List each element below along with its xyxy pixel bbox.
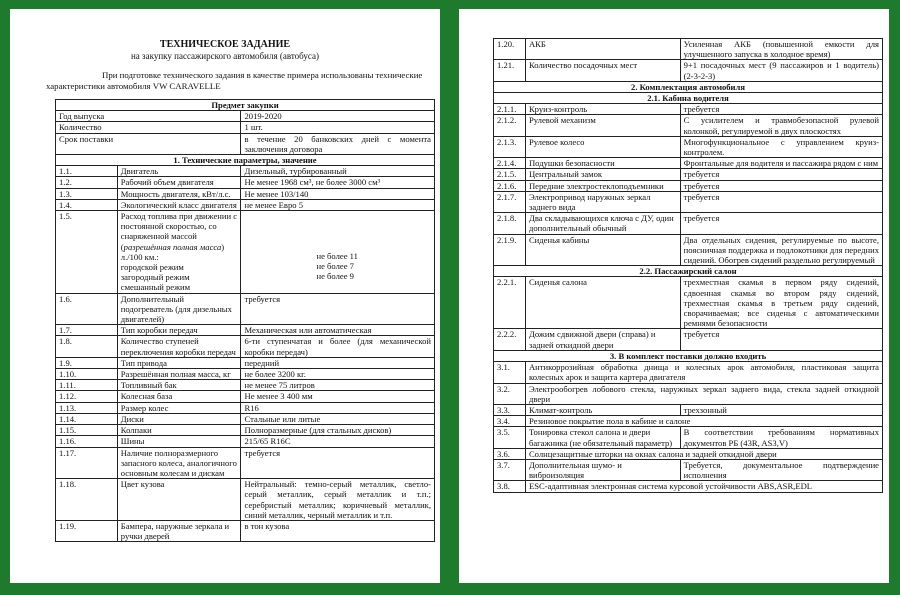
row-number: 3.4. (494, 416, 526, 427)
row-value: С усилителем и травмобезопасной рулевой колонкой, регулируемой в двух плоскостях (680, 115, 882, 136)
table-row (494, 277, 883, 329)
fuel-mode: смешанный режим (120, 282, 191, 293)
table-row (494, 104, 883, 115)
row-label: Бампера, наружные зеркала и ручки дверей (117, 520, 241, 541)
row-number: 3.7. (494, 459, 526, 480)
row-label: Подушки безопасности (525, 158, 680, 169)
table-row (56, 425, 435, 436)
intro-line-2: характеристики автомобиля VW CARAVELLE (46, 80, 221, 91)
table-row (494, 213, 883, 234)
row-value: Не менее 103/140 (241, 188, 435, 199)
row-number: 2.1.2. (494, 115, 526, 136)
row-text: Электрообогрев лобового стекла, наружных зеркал заднего вида, стекла задней откидной двери (525, 383, 882, 404)
section-2-2-header (494, 266, 883, 277)
table-row (56, 447, 435, 479)
row-label: Количество ступеней переключения коробки передач (117, 336, 241, 357)
row-value: Требуется, документальное подтверждение исполнения (680, 459, 882, 480)
row-number: 1.8. (56, 336, 118, 357)
row-label: Сиденья салона (525, 277, 680, 329)
row-label: Центральный замок (525, 169, 680, 180)
row-label: Тип коробки передач (117, 325, 241, 336)
table-row (56, 380, 435, 391)
row-value: требуется (680, 329, 882, 350)
table-row (494, 404, 883, 415)
row-value: Не менее 1968 см³, не более 3000 см³ (241, 177, 435, 188)
row-number: 1.18. (56, 479, 118, 521)
section-1-header (56, 155, 435, 166)
row-label: Колесная база (117, 391, 241, 402)
table-row (56, 391, 435, 402)
table-row (56, 122, 435, 133)
section-3-header (494, 350, 883, 361)
row-value: не менее 75 литров (241, 380, 435, 391)
doc-title: ТЕХНИЧЕСКОЕ ЗАДАНИЕ (159, 39, 291, 50)
section-heading: 3. В комплект поставки должно входить (494, 350, 883, 361)
row-label: Рулевой механизм (525, 115, 680, 136)
row-number: 2.1.5. (494, 169, 526, 180)
row-value: 9+1 посадочных мест (9 пассажиров и 1 водитель) (2-3-2-3) (680, 60, 882, 81)
table-row (56, 336, 435, 357)
row-number: 2.1.1. (494, 104, 526, 115)
row-label: Круиз-контроль (525, 104, 680, 115)
row-value: требуется (680, 169, 882, 180)
intro-paragraph (46, 70, 434, 91)
row-text: Антикоррозийная обработка днища и колесных арок автомобиля, пластиковая защита колесных арок и защита картера двигателя (525, 362, 882, 383)
row-label: Количество (56, 122, 241, 133)
section-heading: 2.1. Кабина водителя (494, 93, 883, 104)
row-number: 1.14. (56, 413, 118, 424)
row-label: Размер колес (117, 402, 241, 413)
row-value: В соответствии требованиям нормативных документов РБ (43R, AS3,V) (680, 427, 882, 448)
row-value: не более 3200 кг. (241, 369, 435, 380)
table-row (494, 427, 883, 448)
row-value: Усиленная АКБ (повышенной емкости для улучшенного запуска в холодное время) (680, 39, 882, 60)
table-row (56, 436, 435, 447)
row-number: 1.7. (56, 325, 118, 336)
row-value: требуется (680, 191, 882, 212)
section-heading: 2. Комплектация автомобиля (494, 81, 883, 92)
row-value: 1 шт. (241, 122, 435, 133)
row-label: Топливный бак (117, 380, 241, 391)
row-value: R16 (241, 402, 435, 413)
row-label: Сиденья кабины (525, 234, 680, 266)
fuel-row (56, 211, 435, 294)
row-number: 2.1.9. (494, 234, 526, 266)
row-label: Дополнительный подогреватель (для дизельных двигателей) (117, 293, 241, 325)
fuel-label (117, 211, 241, 294)
subject-header (56, 100, 435, 111)
table-row (56, 199, 435, 210)
fuel-mode-value: не более 11 (316, 251, 358, 262)
table-row (494, 362, 883, 383)
row-value: Дизельный, турбированный (241, 166, 435, 177)
table-row (494, 115, 883, 136)
table-row (56, 520, 435, 541)
row-number: 1.6. (56, 293, 118, 325)
table-row (494, 459, 883, 480)
table-row (494, 60, 883, 81)
row-label: Цвет кузова (117, 479, 241, 521)
section-2-1-header (494, 93, 883, 104)
row-label: Два складывающихся ключа с ДУ, один дополнительный обычный (525, 213, 680, 234)
fuel-mode: загородный режим (120, 272, 190, 283)
row-value: 2019-2020 (241, 111, 435, 122)
table-row (494, 416, 883, 427)
table-row (494, 234, 883, 266)
table-row (56, 402, 435, 413)
fuel-mode-value: не более 7 (316, 261, 354, 272)
row-label: Рабочий объем двигателя (117, 177, 241, 188)
fuel-mode: городской режим (120, 262, 184, 273)
row-number: 1.16. (56, 436, 118, 447)
row-value: передний (241, 357, 435, 368)
row-value: Полноразмерные (для стальных дисков) (241, 425, 435, 436)
row-label: Мощность двигателя, кВт/л.с. (117, 188, 241, 199)
row-number: 2.1.3. (494, 136, 526, 157)
row-value: требуется (680, 104, 882, 115)
row-number: 3.5. (494, 427, 526, 448)
row-number: 1.2. (56, 177, 118, 188)
fuel-values (241, 211, 435, 294)
table-row (494, 180, 883, 191)
row-number: 1.21. (494, 60, 526, 81)
section-heading: 2.2. Пассажирский салон (494, 266, 883, 277)
row-number: 2.2.2. (494, 329, 526, 350)
row-number: 2.1.4. (494, 158, 526, 169)
row-number: 1.9. (56, 357, 118, 368)
table-row (56, 325, 435, 336)
table-row (56, 293, 435, 325)
row-number: 1.13. (56, 402, 118, 413)
row-number: 1.15. (56, 425, 118, 436)
row-number: 2.1.6. (494, 180, 526, 191)
table-row (494, 136, 883, 157)
row-number: 1.3. (56, 188, 118, 199)
row-label: Тонировка стекол салона и двери багажника (не обязательный параметр) (525, 427, 680, 448)
row-value: 6-ти ступенчатая и более (для механической коробки передач) (241, 336, 435, 357)
row-label: АКБ (525, 39, 680, 60)
table-row (56, 177, 435, 188)
row-value: требуется (241, 447, 435, 479)
row-number: 2.1.7. (494, 191, 526, 212)
row-label: Диски (117, 413, 241, 424)
row-label: Колпаки (117, 425, 241, 436)
row-label: Срок поставки (56, 133, 241, 154)
row-value: в течение 20 банковских дней с момента заключения договора (241, 133, 435, 154)
row-number: 2.2.1. (494, 277, 526, 329)
row-value: трехместная скамья в первом ряду сидений, сдвоенная скамья во втором ряду сидений, трехместная скамья в третьем ряду сидений, сворачиваемая; все сиденья с автоматическими ремнями безопасности (680, 277, 882, 329)
row-value: Механическая или автоматическая (241, 325, 435, 336)
row-label: Двигатель (117, 166, 241, 177)
document-page-2 (459, 9, 889, 583)
fuel-label-text: Расход топлива при движении с постоянной скоростью, со снаряженной массой ( (120, 211, 238, 252)
table-row (56, 479, 435, 521)
row-label: Климат-контроль (525, 404, 680, 415)
table-row (494, 481, 883, 492)
table-row (494, 39, 883, 60)
row-value: Фронтальные для водителя и пассажира рядом с ним (680, 158, 882, 169)
row-label: Шины (117, 436, 241, 447)
row-value: Многофункциональное с управлением круиз-контролем. (680, 136, 882, 157)
row-number: 1.1. (56, 166, 118, 177)
spec-table-page-2 (493, 38, 883, 493)
row-label: Количество посадочных мест (525, 60, 680, 81)
row-number: 1.17. (56, 447, 118, 479)
row-value: Не менее 3 400 мм (241, 391, 435, 402)
row-value: в тон кузова (241, 520, 435, 541)
row-label: Электропривод наружных зеркал заднего вида (525, 191, 680, 212)
row-value: требуется (680, 213, 882, 234)
table-row (494, 169, 883, 180)
row-number: 3.2. (494, 383, 526, 404)
table-row (56, 413, 435, 424)
section-2-header (494, 81, 883, 92)
table-row (56, 166, 435, 177)
row-number: 3.6. (494, 448, 526, 459)
row-number: 1.10. (56, 369, 118, 380)
table-row (56, 111, 435, 122)
doc-subtitle: на закупку пассажирского автомобиля (автобуса) (130, 51, 320, 61)
row-text: ESC-адаптивная электронная система курсовой устойчивости ABS,ASR,EDL (525, 481, 882, 492)
row-label: Рулевое колесо (525, 136, 680, 157)
row-value: Стальные или литые (241, 413, 435, 424)
row-number: 3.8. (494, 481, 526, 492)
row-number: 1.19. (56, 520, 118, 541)
table-row (56, 133, 435, 154)
table-row (494, 448, 883, 459)
row-number: 1.12. (56, 391, 118, 402)
row-number: 2.1.8. (494, 213, 526, 234)
section-heading: 1. Технические параметры, значение (56, 155, 435, 166)
row-value: Нейтральный: темно-серый металлик, светло-серый металлик, серый металлик и т.п.; серебристый металлик; коричневый металлик, синий металлик, черный металлик и т.п. (241, 479, 435, 521)
row-value: Два отдельных сидения, регулируемые по высоте, поясничная поддержка и подлокотники для передних сидений. Обогрев сидений раздельно регулируемый (680, 234, 882, 266)
fuel-mode-value: не более 9 (316, 271, 354, 282)
row-number: 3.3. (494, 404, 526, 415)
fuel-label-end: ) л./100 км.: (120, 241, 225, 262)
row-label: Тип привода (117, 357, 241, 368)
row-label: Дополнительная шумо- и виброизоляция (525, 459, 680, 480)
row-number: 1.5. (56, 211, 118, 294)
row-number: 3.1. (494, 362, 526, 383)
row-number: 1.4. (56, 199, 118, 210)
table-row (56, 188, 435, 199)
row-value: требуется (680, 180, 882, 191)
row-label: Наличие полноразмерного запасного колеса, аналогичного основным колесам и дискам (117, 447, 241, 479)
row-value: не менее Евро 5 (241, 199, 435, 210)
row-text: Резиновое покрытие пола в кабине и салоне (525, 416, 882, 427)
row-label: Разрешённая полная масса, кг (117, 369, 241, 380)
table-row (494, 191, 883, 212)
row-value: требуется (241, 293, 435, 325)
row-label: Год выпуска (56, 111, 241, 122)
row-number: 1.11. (56, 380, 118, 391)
table-row (56, 369, 435, 380)
intro-line-1: При подготовке технического задания в качестве примера использованы технические (102, 70, 423, 80)
document-page-1 (10, 9, 440, 583)
table-row (494, 383, 883, 404)
row-label: Передние электростеклоподъемники (525, 180, 680, 191)
row-text: Солнцезащитные шторки на окнах салона и задней откидной двери (525, 448, 882, 459)
row-value: 215/65 R16C (241, 436, 435, 447)
row-label: Дожим сдвижной двери (справа) и задней откидной двери (525, 329, 680, 350)
row-label: Экологический класс двигателя (117, 199, 241, 210)
table-row (494, 158, 883, 169)
section-heading: Предмет закупки (56, 100, 435, 111)
row-number: 1.20. (494, 39, 526, 60)
row-value: трехзонный (680, 404, 882, 415)
fuel-label-italic: разрешённая полная масса (123, 241, 222, 252)
table-row (494, 329, 883, 350)
table-row (56, 357, 435, 368)
spec-table-page-1 (55, 99, 435, 542)
